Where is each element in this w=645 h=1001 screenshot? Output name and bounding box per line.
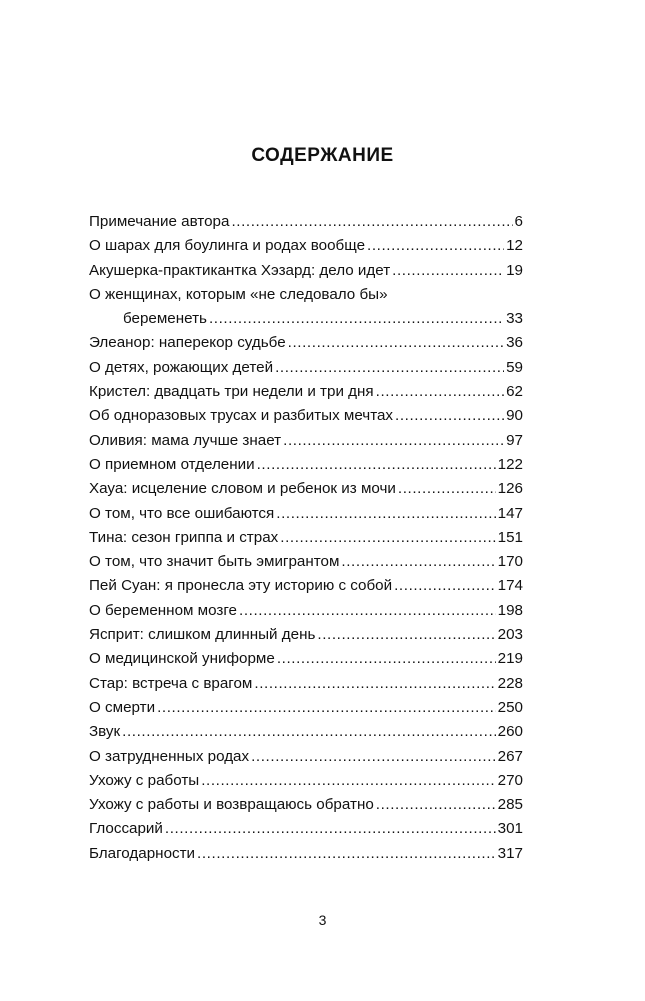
toc-entry-page: 219 — [497, 650, 523, 668]
toc-dot-leader — [276, 502, 495, 526]
toc-entry — [89, 574, 523, 598]
toc-entry-page: 198 — [497, 601, 523, 619]
toc-entry-page: 126 — [497, 480, 523, 498]
toc-entry — [89, 599, 523, 623]
toc-entry-page: 97 — [506, 431, 523, 449]
toc-entry — [89, 550, 523, 574]
toc-entry — [89, 623, 523, 647]
toc-dot-leader — [392, 259, 504, 283]
toc-entry — [89, 283, 523, 307]
toc-entry-title: Об одноразовых трусах и разбитых мечтах — [89, 407, 394, 425]
toc-dot-leader — [157, 696, 496, 720]
toc-dot-leader — [341, 550, 495, 574]
toc-entry — [89, 307, 523, 331]
toc-dot-leader — [275, 356, 504, 380]
toc-entry-title: О шарах для боулинга и родах вообще — [89, 237, 366, 255]
toc-entry — [89, 720, 523, 744]
toc-entry-page: 203 — [497, 626, 523, 644]
toc-entry — [89, 502, 523, 526]
toc-entry-page: 19 — [506, 261, 523, 279]
toc-entry-title: Оливия: мама лучше знает — [89, 431, 282, 449]
toc-entry-title: Стар: встреча с врагом — [89, 674, 253, 692]
toc-dot-leader — [197, 842, 496, 866]
toc-entry-title: Тина: сезон гриппа и страх — [89, 528, 279, 546]
toc-entry — [89, 647, 523, 671]
toc-entry-page: 90 — [506, 407, 523, 425]
toc-entry-title: Элеанор: наперекор судьбе — [89, 334, 286, 352]
toc-dot-leader — [398, 477, 496, 501]
toc-entry-title: О медицинской униформе — [89, 650, 275, 668]
toc-dot-leader — [165, 817, 496, 841]
toc-dot-leader — [288, 331, 504, 355]
toc-entry — [89, 210, 523, 234]
toc-entry-page: 170 — [497, 553, 523, 571]
toc-entry-title: Глоссарий — [89, 820, 163, 838]
toc-entry — [89, 793, 523, 817]
toc-entry — [89, 429, 523, 453]
toc-dot-leader — [257, 453, 496, 477]
toc-entry-page: 36 — [506, 334, 523, 352]
toc-entry — [89, 526, 523, 550]
toc-entry — [89, 404, 523, 428]
toc-entry — [89, 842, 523, 866]
toc-entry-title: О приемном отделении — [89, 455, 255, 473]
toc-entry-title: беременеть — [123, 310, 207, 328]
toc-dot-leader — [367, 234, 504, 258]
toc-entry — [89, 477, 523, 501]
toc-entry-page: 250 — [497, 698, 523, 716]
toc-dot-leader — [239, 599, 496, 623]
toc-dot-leader — [395, 404, 504, 428]
toc-entry-page: 33 — [506, 310, 523, 328]
toc-entry-page: 6 — [514, 213, 523, 230]
toc-entry-title: О женщинах, которым «не следовало бы» — [89, 285, 388, 303]
toc-dot-leader — [231, 210, 512, 234]
toc-entry — [89, 259, 523, 283]
toc-entry-title: Хауа: исцеление словом и ребенок из мочи — [89, 480, 396, 498]
toc-entry-title: Ухожу с работы и возвращаюсь обратно — [89, 796, 374, 814]
toc-entry-page: 285 — [497, 796, 523, 814]
toc-entry — [89, 769, 523, 793]
toc-entry-title: О беременном мозге — [89, 601, 238, 619]
toc-dot-leader — [317, 623, 495, 647]
toc-dot-leader — [394, 574, 496, 598]
toc-entry-title: Акушерка-практикантка Хэзард: дело идет — [89, 261, 391, 279]
toc-entry-page: 174 — [497, 577, 523, 595]
toc-dot-leader — [376, 793, 496, 817]
toc-entry-title: Кристел: двадцать три недели и три дня — [89, 383, 374, 401]
toc-entry-page: 270 — [497, 771, 523, 789]
toc-entry-title: Ясприт: слишком длинный день — [89, 626, 316, 644]
toc-dot-leader — [122, 720, 496, 744]
toc-entry — [89, 817, 523, 841]
toc-entry-title: Звук — [89, 723, 121, 741]
toc-entry-title: О смерти — [89, 698, 156, 716]
page-number: 3 — [318, 912, 327, 928]
toc-entry-page: 301 — [497, 820, 523, 838]
toc-entry — [89, 356, 523, 380]
toc-entry-title: О затрудненных родах — [89, 747, 250, 765]
toc-entry — [89, 745, 523, 769]
toc-dot-leader — [209, 307, 504, 331]
toc-entry — [89, 331, 523, 355]
toc-entry-page: 228 — [497, 674, 523, 692]
toc-entry-title: О том, что значит быть эмигрантом — [89, 553, 340, 571]
toc-entry — [89, 380, 523, 404]
toc-entry-title: Пей Суан: я пронесла эту историю с собой — [89, 577, 393, 595]
toc-entry-title: Ухожу с работы — [89, 771, 200, 789]
toc-dot-leader — [201, 769, 495, 793]
toc-entry — [89, 672, 523, 696]
toc-entry-page: 62 — [506, 383, 523, 401]
toc-entry — [89, 696, 523, 720]
toc-entry-page: 317 — [497, 844, 523, 862]
table-of-contents — [89, 210, 523, 866]
toc-dot-leader — [283, 429, 504, 453]
toc-entry — [89, 234, 523, 258]
toc-entry-page: 122 — [497, 455, 523, 473]
toc-entry-page: 147 — [497, 504, 523, 522]
toc-entry-page: 267 — [497, 747, 523, 765]
toc-dot-leader — [254, 672, 495, 696]
toc-dot-leader — [376, 380, 504, 404]
toc-entry-title: О том, что все ошибаются — [89, 504, 275, 522]
toc-entry-page: 151 — [497, 528, 523, 546]
toc-entry-title: Благодарности — [89, 844, 196, 862]
toc-dot-leader — [280, 526, 495, 550]
toc-dot-leader — [251, 745, 496, 769]
toc-entry-page: 260 — [497, 723, 523, 741]
toc-entry-title: О детях, рожающих детей — [89, 358, 274, 376]
toc-entry-page: 59 — [506, 358, 523, 376]
toc-entry-page: 12 — [506, 237, 523, 255]
toc-dot-leader — [277, 647, 496, 671]
toc-entry — [89, 453, 523, 477]
toc-entry-title: Примечание автора — [89, 213, 230, 230]
toc-heading: СОДЕРЖАНИЕ — [251, 145, 394, 166]
